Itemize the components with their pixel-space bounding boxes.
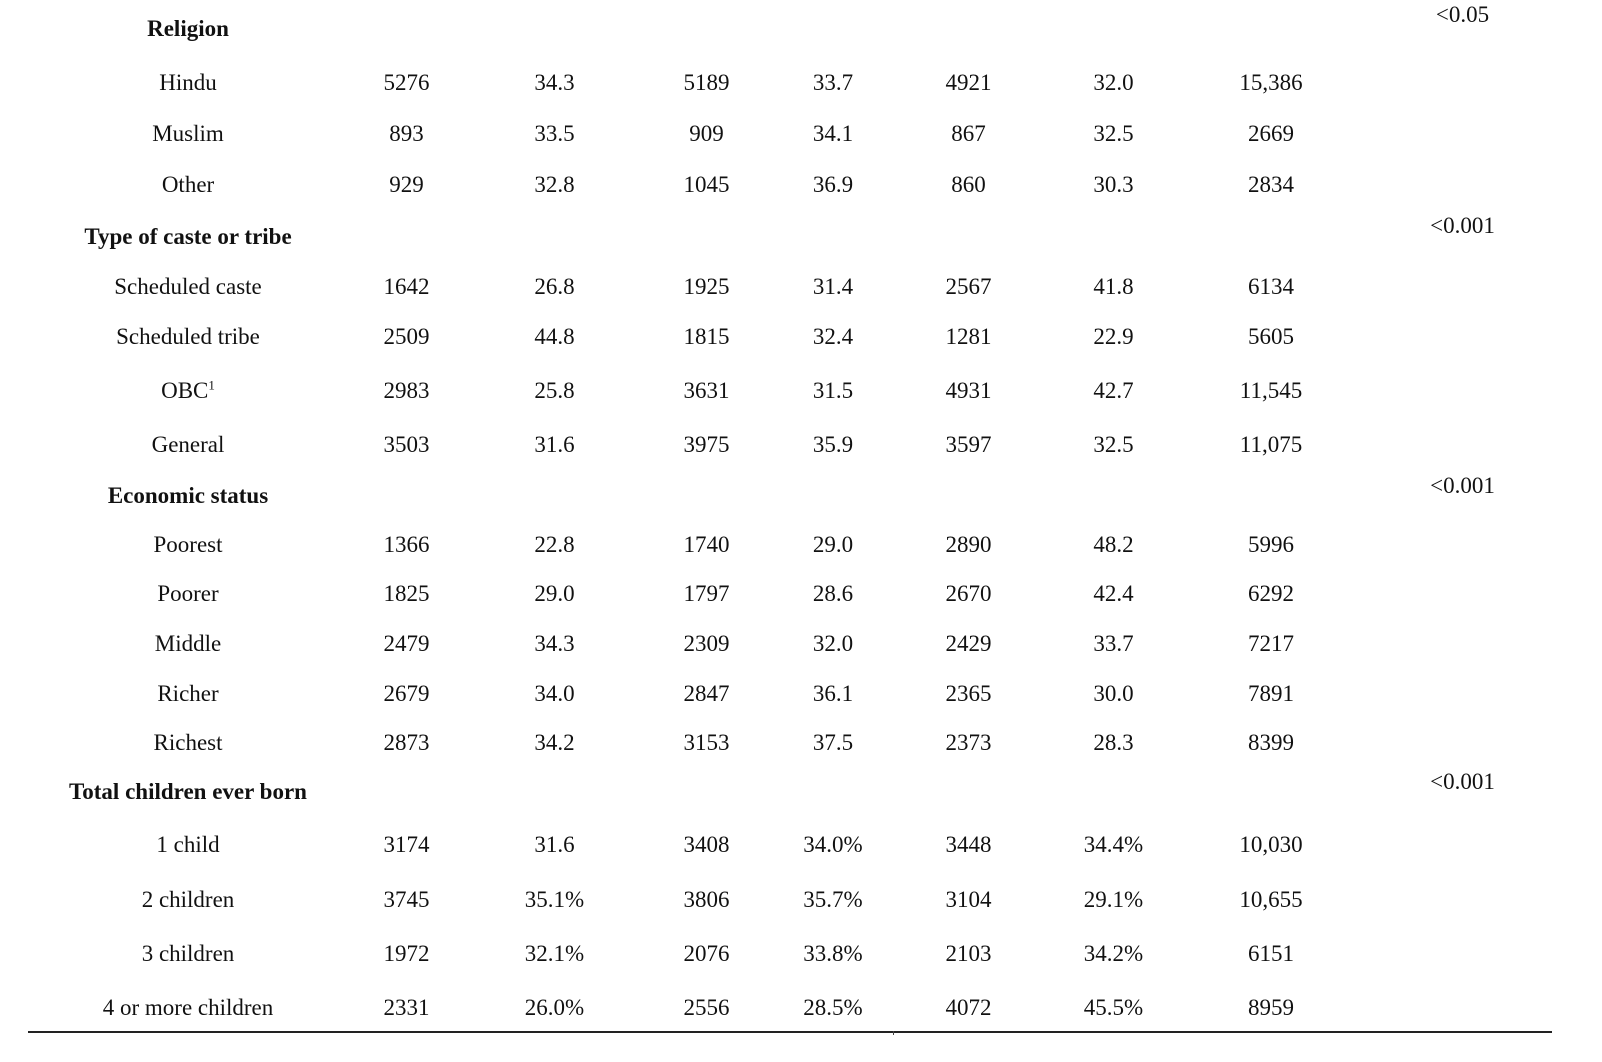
table-row: [28, 817, 1552, 873]
value-cell: 36.1: [812, 681, 854, 706]
footnote-marker: 1: [208, 377, 215, 393]
empty-cell: [644, 471, 769, 521]
value-cell: 1642: [383, 274, 430, 299]
empty-cell: [1355, 363, 1552, 419]
empty-cell: [1187, 471, 1355, 521]
empty-cell: [1355, 719, 1552, 767]
row-label: 4 or more children: [102, 995, 274, 1020]
value-cell: 3448: [945, 832, 992, 857]
value-cell: 7891: [1248, 681, 1294, 706]
value-cell: 44.8: [534, 324, 575, 349]
value-cell: 28.3: [1093, 730, 1134, 755]
empty-cell: [348, 211, 465, 263]
value-cell: 2847: [683, 681, 730, 706]
empty-cell: [1040, 767, 1187, 817]
value-cell: 33.5: [534, 120, 575, 146]
empty-cell: [769, 211, 897, 263]
table-row: [28, 311, 1552, 363]
empty-cell: [1355, 521, 1552, 569]
value-cell: 2679: [383, 681, 430, 706]
value-cell: 33.7: [812, 70, 854, 95]
value-cell: 6134: [1248, 274, 1294, 299]
value-cell: 2834: [1248, 172, 1294, 197]
value-cell: 34.0%: [803, 832, 863, 857]
row-label: Other: [161, 172, 215, 197]
empty-cell: [1355, 873, 1552, 927]
value-cell: 30.3: [1093, 172, 1134, 197]
group-title: Total children ever born: [69, 779, 307, 804]
value-cell: 3153: [683, 730, 730, 755]
row-label: OBC: [161, 378, 209, 403]
empty-cell: [1355, 669, 1552, 719]
row-label: Scheduled tribe: [116, 324, 260, 349]
row-label-cell: [28, 719, 348, 767]
empty-cell: [1355, 619, 1552, 669]
row-label-cell: [28, 263, 348, 311]
value-cell: 32.5: [1093, 432, 1134, 457]
row-label-cell: [28, 927, 348, 981]
group-title: Economic status: [107, 483, 269, 508]
value-cell: 10,655: [1239, 887, 1303, 912]
value-cell: 25.8: [534, 378, 575, 403]
empty-cell: [348, 767, 465, 817]
empty-cell: [1355, 58, 1552, 108]
empty-cell: [769, 767, 897, 817]
value-cell: 2331: [383, 995, 430, 1020]
value-cell: 22.8: [534, 532, 575, 557]
empty-cell: [1355, 569, 1552, 619]
value-cell: 30.0: [1093, 681, 1134, 706]
empty-cell: [644, 211, 769, 263]
row-label: Hindu: [159, 70, 217, 95]
value-cell: 32.1%: [524, 941, 585, 966]
empty-cell: [348, 471, 465, 521]
value-cell: 2983: [383, 378, 430, 403]
data-table-container: [28, 0, 1552, 1035]
empty-cell: [465, 471, 644, 521]
value-cell: 31.6: [534, 832, 575, 857]
value-cell: 32.0: [812, 631, 854, 656]
value-cell: 2076: [683, 941, 730, 966]
value-cell: 26.0%: [524, 995, 585, 1020]
value-cell: 5276: [383, 70, 430, 95]
table-row: [28, 981, 1552, 1035]
empty-cell: [1355, 817, 1552, 873]
value-cell: 32.5: [1093, 120, 1134, 146]
value-cell: 1045: [683, 172, 730, 197]
value-cell: 893: [389, 120, 424, 146]
empty-cell: [1040, 211, 1187, 263]
empty-cell: [769, 471, 897, 521]
table-bottom-rule: [28, 1031, 1552, 1033]
row-label: Muslim: [152, 120, 224, 146]
value-cell: 35.9: [812, 432, 854, 457]
value-cell: 26.8: [534, 274, 575, 299]
value-cell: 6151: [1248, 941, 1294, 966]
value-cell: 42.4: [1093, 581, 1134, 606]
empty-cell: [897, 0, 1040, 58]
value-cell: 3806: [683, 887, 730, 912]
value-cell: 2873: [383, 730, 430, 755]
table-row: [28, 263, 1552, 311]
table-row: [28, 719, 1552, 767]
row-label-cell: [28, 873, 348, 927]
table-row: [28, 927, 1552, 981]
value-cell: 41.8: [1093, 274, 1134, 299]
value-cell: 2670: [945, 581, 992, 606]
empty-cell: [1355, 927, 1552, 981]
value-cell: 29.1%: [1083, 887, 1144, 912]
value-cell: 34.3: [534, 631, 575, 656]
row-label-cell: [28, 521, 348, 569]
empty-cell: [897, 471, 1040, 521]
row-label-cell: [28, 669, 348, 719]
row-label: General: [151, 432, 225, 457]
empty-cell: [465, 767, 644, 817]
value-cell: 36.9: [812, 172, 854, 197]
value-cell: 32.4: [812, 324, 854, 349]
value-cell: 11,545: [1239, 378, 1303, 403]
value-cell: 3503: [383, 432, 430, 457]
value-cell: 34.3: [534, 70, 575, 95]
value-cell: 3631: [683, 378, 730, 403]
table-body: [28, 0, 1552, 1035]
group-header-row: [28, 471, 1552, 521]
value-cell: 2479: [383, 631, 430, 656]
empty-cell: [644, 0, 769, 58]
row-label-cell: [28, 817, 348, 873]
value-cell: 11,075: [1239, 432, 1303, 457]
value-cell: 29.0: [812, 532, 854, 557]
value-cell: 7217: [1248, 631, 1294, 656]
value-cell: 2669: [1248, 120, 1294, 146]
data-table: [28, 0, 1552, 1035]
value-cell: 34.4%: [1083, 832, 1144, 857]
row-label: Middle: [154, 631, 222, 656]
empty-cell: [1355, 981, 1552, 1035]
value-cell: 3104: [945, 887, 992, 912]
value-cell: 32.8: [534, 172, 575, 197]
value-cell: 2365: [945, 681, 992, 706]
value-cell: 909: [689, 120, 724, 146]
value-cell: 28.6: [812, 581, 854, 606]
value-cell: 15,386: [1239, 70, 1303, 95]
value-cell: 6292: [1248, 581, 1294, 606]
value-cell: 33.8%: [803, 941, 863, 966]
row-label: Richer: [157, 681, 219, 706]
group-header-row: [28, 0, 1552, 58]
value-cell: 5996: [1248, 532, 1294, 557]
table-rule-tick: [893, 1031, 894, 1035]
value-cell: 4072: [945, 995, 992, 1020]
value-cell: 2309: [683, 631, 730, 656]
empty-cell: [1355, 108, 1552, 159]
value-cell: 42.7: [1093, 378, 1134, 403]
empty-cell: [644, 767, 769, 817]
row-label: 1 child: [156, 832, 220, 857]
value-cell: 4931: [945, 378, 992, 403]
row-label: Poorest: [153, 532, 223, 557]
value-cell: 1740: [683, 532, 730, 557]
value-cell: 2509: [383, 324, 430, 349]
value-cell: 31.4: [812, 274, 854, 299]
p-value: <0.001: [1430, 213, 1495, 238]
table-row: [28, 619, 1552, 669]
empty-cell: [897, 767, 1040, 817]
table-row: [28, 363, 1552, 419]
empty-cell: [1355, 159, 1552, 211]
value-cell: 2373: [945, 730, 992, 755]
empty-cell: [1355, 263, 1552, 311]
value-cell: 929: [389, 172, 424, 197]
value-cell: 1972: [383, 941, 430, 966]
row-label: Richest: [153, 730, 223, 755]
table-row: [28, 521, 1552, 569]
value-cell: 2556: [683, 995, 730, 1020]
empty-cell: [1040, 471, 1187, 521]
group-title: Religion: [147, 16, 229, 41]
empty-cell: [465, 0, 644, 58]
row-label-cell: [28, 159, 348, 211]
value-cell: 1925: [683, 274, 730, 299]
row-label-cell: [28, 569, 348, 619]
empty-cell: [1355, 311, 1552, 363]
value-cell: 34.2: [534, 730, 575, 755]
empty-cell: [1187, 767, 1355, 817]
row-label: Scheduled caste: [114, 274, 262, 299]
row-label-cell: [28, 58, 348, 108]
value-cell: 22.9: [1093, 324, 1134, 349]
row-label: Poorer: [157, 581, 219, 606]
value-cell: 2567: [945, 274, 992, 299]
value-cell: 860: [951, 172, 986, 197]
value-cell: 33.7: [1093, 631, 1134, 656]
value-cell: 34.0: [534, 681, 575, 706]
table-row: [28, 58, 1552, 108]
table-row: [28, 419, 1552, 471]
value-cell: 4921: [945, 70, 992, 95]
p-value: <0.001: [1430, 769, 1495, 794]
group-header-row: [28, 767, 1552, 817]
row-label-cell: [28, 311, 348, 363]
empty-cell: [897, 211, 1040, 263]
row-label-cell: [28, 981, 348, 1035]
value-cell: 8399: [1248, 730, 1294, 755]
empty-cell: [769, 0, 897, 58]
value-cell: 2890: [945, 532, 992, 557]
value-cell: 35.1%: [524, 887, 585, 912]
value-cell: 1281: [945, 324, 992, 349]
row-label-cell: [28, 363, 348, 419]
value-cell: 10,030: [1239, 832, 1303, 857]
value-cell: 34.1: [812, 120, 854, 146]
empty-cell: [1355, 419, 1552, 471]
value-cell: 32.0: [1093, 70, 1134, 95]
table-row: [28, 669, 1552, 719]
value-cell: 5605: [1248, 324, 1294, 349]
group-title: Type of caste or tribe: [84, 224, 292, 249]
table-row: [28, 569, 1552, 619]
value-cell: 3597: [945, 432, 992, 457]
value-cell: 45.5%: [1083, 995, 1144, 1020]
value-cell: 1366: [383, 532, 430, 557]
value-cell: 35.7%: [803, 887, 863, 912]
value-cell: 48.2: [1093, 532, 1134, 557]
p-value: <0.001: [1430, 473, 1495, 498]
value-cell: 28.5%: [803, 995, 863, 1020]
value-cell: 867: [951, 120, 986, 146]
table-row: [28, 159, 1552, 211]
value-cell: 37.5: [812, 730, 854, 755]
empty-cell: [1040, 0, 1187, 58]
row-label-cell: [28, 108, 348, 159]
value-cell: 1815: [683, 324, 730, 349]
value-cell: 3174: [383, 832, 430, 857]
empty-cell: [1187, 0, 1355, 58]
value-cell: 31.6: [534, 432, 575, 457]
row-label: 2 children: [141, 887, 235, 912]
empty-cell: [465, 211, 644, 263]
row-label-cell: [28, 419, 348, 471]
value-cell: 1797: [683, 581, 730, 606]
row-label-cell: [28, 619, 348, 669]
row-label: 3 children: [141, 941, 235, 966]
value-cell: 3975: [683, 432, 730, 457]
table-row: [28, 108, 1552, 159]
value-cell: 3745: [383, 887, 430, 912]
table-row: [28, 873, 1552, 927]
value-cell: 1825: [383, 581, 430, 606]
empty-cell: [348, 0, 465, 58]
value-cell: 2103: [945, 941, 992, 966]
value-cell: 34.2%: [1083, 941, 1144, 966]
value-cell: 3408: [683, 832, 730, 857]
p-value: <0.05: [1435, 2, 1490, 27]
value-cell: 2429: [945, 631, 992, 656]
value-cell: 8959: [1248, 995, 1294, 1020]
empty-cell: [1187, 211, 1355, 263]
value-cell: 31.5: [812, 378, 854, 403]
group-header-row: [28, 211, 1552, 263]
value-cell: 29.0: [534, 581, 575, 606]
value-cell: 5189: [683, 70, 730, 95]
